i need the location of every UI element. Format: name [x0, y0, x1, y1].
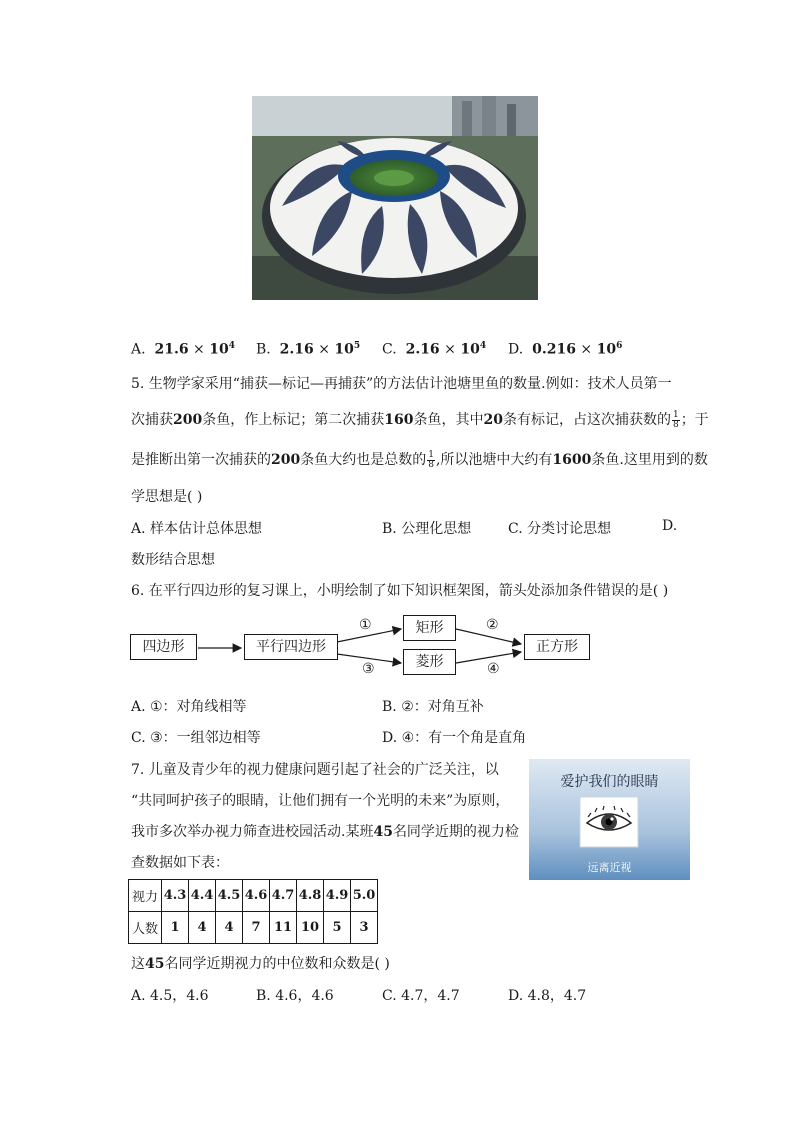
q5-option-a[interactable]: A. 样本估计总体思想	[131, 521, 263, 537]
q5-option-d[interactable]: D.	[662, 518, 678, 534]
table-row	[129, 912, 378, 944]
eye-care-poster	[529, 759, 690, 880]
table-cell: 4.7	[270, 880, 297, 912]
arrow-label-2: ②	[486, 617, 499, 633]
table-cell: 4.6	[243, 880, 270, 912]
q4-option-c[interactable]: C. $2.16 \times 10^4$	[382, 341, 487, 358]
q6-option-d[interactable]: D. ④：有一个角是直角	[382, 730, 527, 746]
q7-question: 这45名同学近期视力的中位数和众数是( )	[131, 956, 390, 972]
table-cell: 10	[297, 912, 324, 944]
box-square: 正方形	[524, 634, 590, 660]
fraction-one-eighth: $\frac{1}{8}$	[672, 409, 679, 430]
q5-option-b[interactable]: B. 公理化思想	[382, 521, 472, 537]
q7-option-b[interactable]: B. 4.6，4.6	[256, 988, 334, 1004]
table-cell: 4.3	[162, 880, 189, 912]
table-cell: 4.5	[216, 880, 243, 912]
table-header-cell: 视力	[129, 880, 162, 912]
table-cell: 4.8	[297, 880, 324, 912]
box-rectangle: 矩形	[403, 615, 456, 641]
box-quadrilateral: 四边形	[130, 634, 197, 660]
q7-line-1: 7. 儿童及青少年的视力健康问题引起了社会的广泛关注，以	[131, 762, 499, 778]
table-cell: 7	[243, 912, 270, 944]
q7-line-4: 查数据如下表：	[131, 855, 229, 871]
table-cell: 4	[216, 912, 243, 944]
q5-line-1: 5. 生物学家采用“捕获—标记—再捕获”的方法估计池塘里鱼的数量.例如：技术人员第一	[131, 376, 672, 392]
arrow-label-4: ④	[487, 661, 500, 677]
q4-option-b[interactable]: B. $2.16 \times 10^5$	[256, 341, 361, 358]
table-cell: 4	[189, 912, 216, 944]
q4-option-a[interactable]: A. $21.6 \times 10^4$	[131, 341, 235, 358]
table-cell: 5.0	[351, 880, 378, 912]
q5-line-3: 是推断出第一次捕获的200条鱼大约也是总数的 $\frac{1}{8}$ ,所以池塘中大约有1600条鱼.这里用到的数	[131, 449, 708, 470]
q7-option-c[interactable]: C. 4.7，4.7	[382, 988, 460, 1004]
table-cell: 3	[351, 912, 378, 944]
table-cell: 4.9	[324, 880, 351, 912]
q7-option-a[interactable]: A. 4.5，4.6	[131, 988, 209, 1004]
table-cell: 4.4	[189, 880, 216, 912]
box-rhombus: 菱形	[403, 649, 456, 675]
arrow-label-3: ③	[362, 661, 375, 677]
q5-line-2: 次捕获200条鱼，作上标记；第二次捕获160条鱼，其中20条有标记，占这次捕获数的 $\frac{1}{8}$ ；于	[131, 409, 709, 430]
q5-option-d-text: 数形结合思想	[131, 552, 215, 568]
table-header-cell: 人数	[129, 912, 162, 944]
box-parallelogram: 平行四边形	[244, 634, 338, 660]
table-cell: 11	[270, 912, 297, 944]
q5-line-4: 学思想是( )	[131, 489, 203, 505]
table-cell: 1	[162, 912, 189, 944]
vision-table	[128, 879, 378, 944]
poster-title: 爱护我们的眼睛	[560, 774, 659, 790]
q6-option-c[interactable]: C. ③：一组邻边相等	[131, 730, 261, 746]
stadium-photo	[252, 96, 538, 300]
q6-option-b[interactable]: B. ②：对角互补	[382, 699, 484, 715]
poster-subtitle: 远离近视	[587, 861, 632, 874]
arrow-label-1: ①	[359, 617, 372, 633]
table-row	[129, 880, 378, 912]
fraction-one-eighth: $\frac{1}{8}$	[428, 449, 434, 470]
q6-stem: 6. 在平行四边形的复习课上，小明绘制了如下知识框架图，箭头处添加条件错误的是( )	[131, 583, 669, 599]
q7-line-2: “共同呵护孩子的眼睛，让他们拥有一个光明的未来”为原则，	[131, 793, 510, 809]
q6-option-a[interactable]: A. ①：对角线相等	[131, 699, 247, 715]
q4-option-d[interactable]: D. $0.216 \times 10^6$	[508, 341, 623, 358]
q7-option-d[interactable]: D. 4.8，4.7	[508, 988, 587, 1004]
q5-option-c[interactable]: C. 分类讨论思想	[508, 521, 612, 537]
table-cell: 5	[324, 912, 351, 944]
q7-line-3: 我市多次举办视力筛查进校园活动.某班45名同学近期的视力检	[131, 824, 519, 840]
